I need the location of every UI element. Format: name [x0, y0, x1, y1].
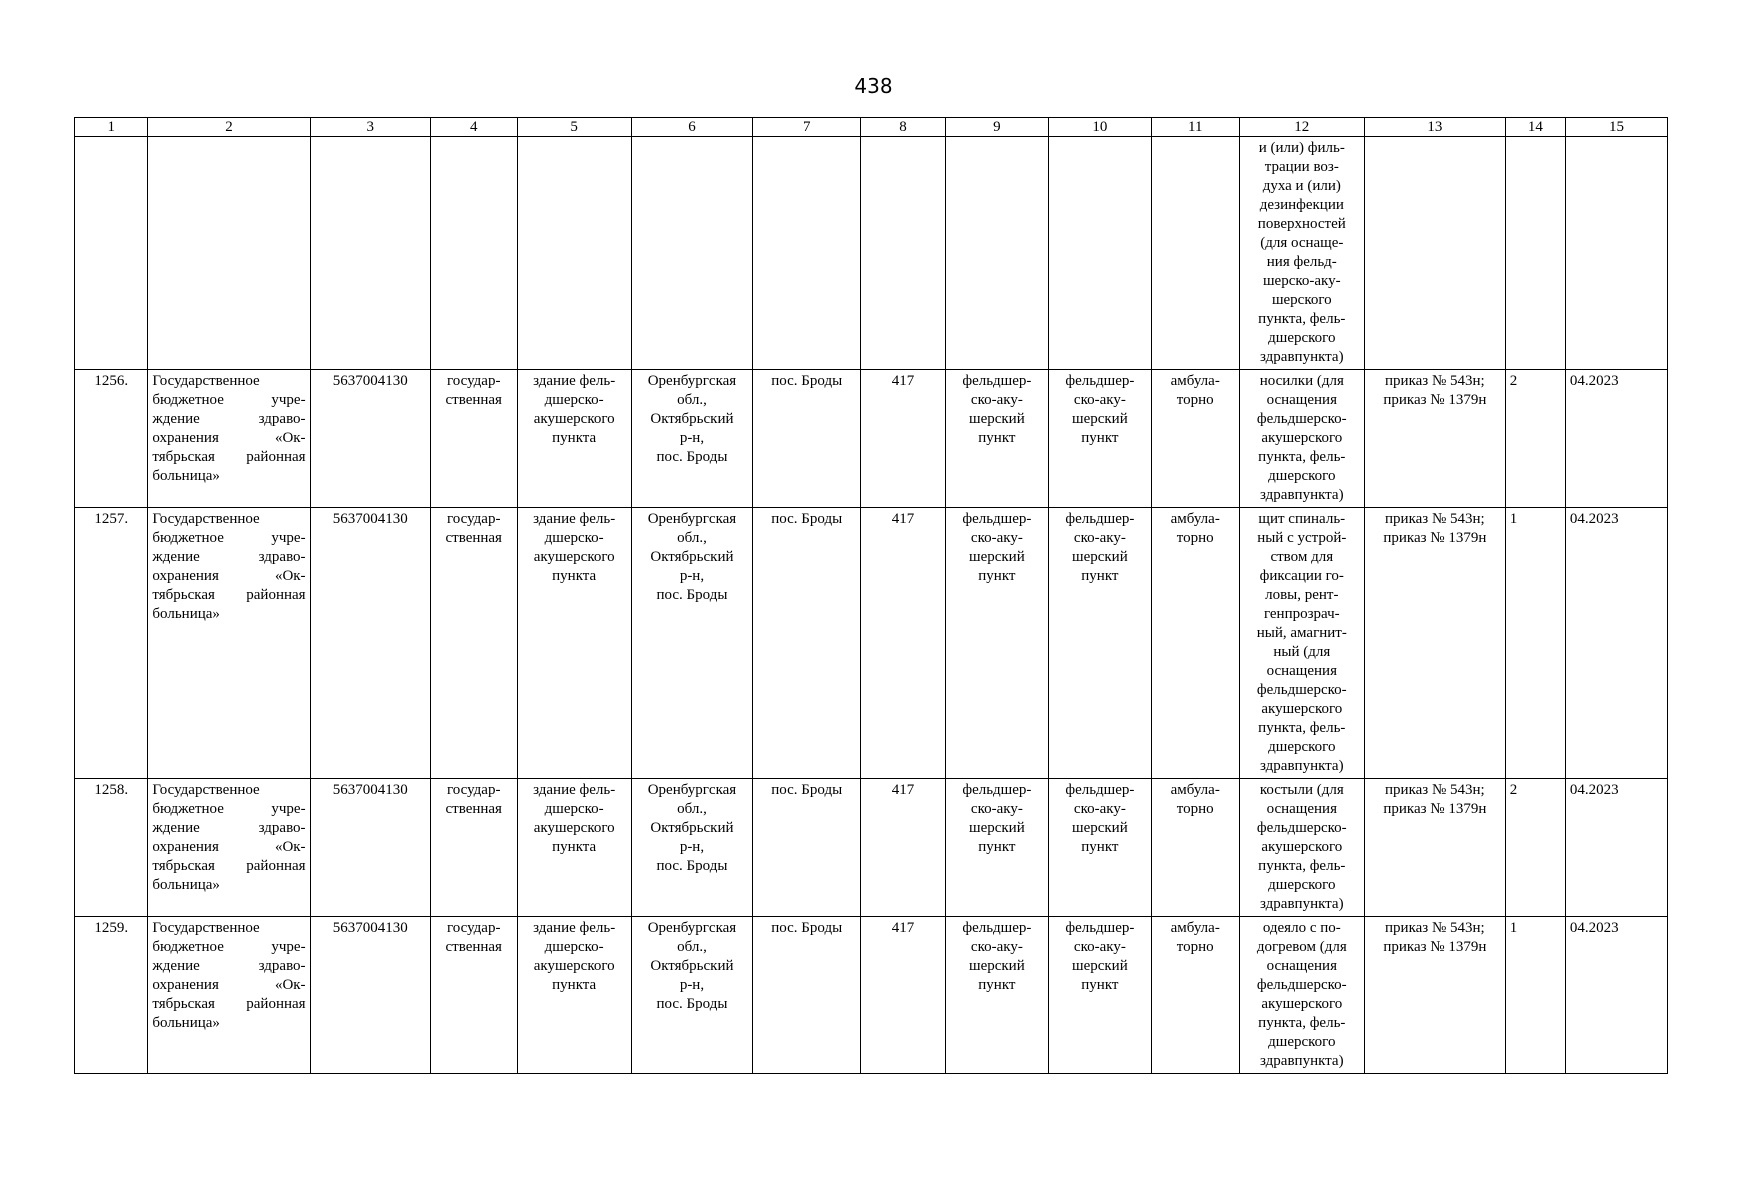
locality: пос. Броды	[753, 779, 861, 917]
cell-line: оснащения	[1266, 801, 1337, 817]
facility-type	[945, 917, 1048, 1074]
building-name	[517, 370, 631, 508]
cell-line: ственная	[445, 939, 502, 955]
facility-subtype	[1048, 370, 1151, 508]
cell-line: охранения «Ок-	[152, 568, 306, 584]
cell-line: приказ № 1379н	[1383, 530, 1487, 546]
cell-line: фиксации го-	[1259, 568, 1344, 584]
cell-line: дшерско-	[544, 939, 604, 955]
cell-line: здание фель-	[533, 920, 616, 936]
continuation-cell-2	[148, 137, 310, 370]
cell-line: государ-	[447, 373, 501, 389]
column-number-1: 1	[75, 118, 148, 137]
column-number-row	[75, 118, 1668, 137]
continuation-cell-8	[861, 137, 946, 370]
cell-line: генпрозрач-	[1263, 606, 1340, 622]
cell-line: здравпункта)	[1260, 896, 1344, 912]
cell-line: фельдшер-	[1065, 920, 1135, 936]
cell-line: фельдшер-	[962, 920, 1032, 936]
care-form	[1151, 508, 1239, 779]
cell-line: фельдшерско-	[1256, 977, 1347, 993]
facility-subtype	[1048, 917, 1151, 1074]
cell-line: охранения «Ок-	[152, 839, 306, 855]
cell-line: фельдшер-	[1065, 511, 1135, 527]
registry-table	[74, 117, 1668, 1074]
cell-line: акушерского	[1261, 701, 1343, 717]
cell-line: Государственное	[152, 782, 260, 798]
cell-line: шерский	[1072, 549, 1128, 565]
code: 417	[861, 917, 946, 1074]
table-row	[75, 917, 1668, 1074]
cell-line: шерский	[969, 549, 1025, 565]
cell-line: приказ № 1379н	[1383, 801, 1487, 817]
date: 04.2023	[1565, 779, 1667, 917]
cell-line: Государственное	[152, 511, 260, 527]
cell-line: пункт	[1081, 430, 1119, 446]
cell-line: носилки (для	[1259, 373, 1344, 389]
quantity: 2	[1505, 779, 1565, 917]
cell-line: амбула-	[1170, 373, 1220, 389]
cell-line: здравпункта)	[1260, 758, 1344, 774]
cell-line: приказ № 543н;	[1385, 373, 1485, 389]
column-number-2: 2	[148, 118, 310, 137]
cell-line: пункт	[978, 839, 1016, 855]
cell-line: догревом (для	[1256, 939, 1347, 955]
cell-line: торно	[1176, 939, 1214, 955]
cell-line: Октябрьский	[650, 549, 734, 565]
cell-line: пункта	[552, 839, 597, 855]
row-number: 1256.	[75, 370, 148, 508]
cell-line: здание фель-	[533, 782, 616, 798]
cell-line: пункт	[978, 568, 1016, 584]
cell-line: тябрьская районная	[152, 996, 306, 1012]
cell-line: ждение здраво-	[152, 411, 306, 427]
cell-line: поверхностей	[1257, 216, 1346, 232]
cell-line: дшерско-	[544, 801, 604, 817]
cell-line: ный, амагнит-	[1256, 625, 1347, 641]
column-number-4: 4	[430, 118, 517, 137]
cell-line: пункт	[978, 977, 1016, 993]
cell-line: торно	[1176, 801, 1214, 817]
cell-line: пункт	[1081, 568, 1119, 584]
cell-line: ждение здраво-	[152, 820, 306, 836]
cell-line: Государственное	[152, 920, 260, 936]
cell-line: приказ № 543н;	[1385, 782, 1485, 798]
cell-line: ством для	[1270, 549, 1334, 565]
cell-line: оснащения	[1266, 663, 1337, 679]
date: 04.2023	[1565, 508, 1667, 779]
cell-line: тябрьская районная	[152, 449, 306, 465]
cell-line: фельдшер-	[1065, 373, 1135, 389]
facility-type	[945, 779, 1048, 917]
equipment	[1239, 370, 1364, 508]
cell-line: фельдшерско-	[1256, 682, 1347, 698]
building-name	[517, 508, 631, 779]
cell-line: Оренбургская	[647, 920, 737, 936]
cell-line: пункта, фель-	[1258, 858, 1346, 874]
cell-line: ный (для	[1273, 644, 1331, 660]
cell-line: ственная	[445, 392, 502, 408]
facility-type	[945, 370, 1048, 508]
cell-line: пункт	[978, 430, 1016, 446]
continuation-cell-12	[1239, 137, 1364, 370]
cell-line: Октябрьский	[650, 958, 734, 974]
continuation-row	[75, 137, 1668, 370]
cell-line: пункта, фель-	[1258, 720, 1346, 736]
cell-line: дшерско-	[544, 530, 604, 546]
organization-name	[148, 508, 310, 779]
locality: пос. Броды	[753, 370, 861, 508]
cell-line: р-н,	[679, 568, 705, 584]
building-name	[517, 917, 631, 1074]
cell-line: ско-аку-	[1073, 392, 1126, 408]
inn: 5637004130	[310, 779, 430, 917]
cell-line: здравпункта)	[1260, 1053, 1344, 1069]
cell-line: пункта	[552, 977, 597, 993]
cell-line: бюджетное учре-	[152, 801, 306, 817]
cell-line: Оренбургская	[647, 373, 737, 389]
cell-line: пункта	[552, 568, 597, 584]
table-row	[75, 779, 1668, 917]
continuation-cell-1	[75, 137, 148, 370]
cell-line: государ-	[447, 920, 501, 936]
orders	[1365, 779, 1506, 917]
cell-line: охранения «Ок-	[152, 977, 306, 993]
inn: 5637004130	[310, 917, 430, 1074]
cell-line: ловы, рент-	[1265, 587, 1339, 603]
cell-line: акушерского	[533, 820, 615, 836]
cell-line: пос. Броды	[656, 996, 728, 1012]
inn: 5637004130	[310, 508, 430, 779]
cell-line: приказ № 543н;	[1385, 511, 1485, 527]
cell-line: ско-аку-	[970, 392, 1023, 408]
column-number-13: 13	[1365, 118, 1506, 137]
cell-line: пункт	[1081, 839, 1119, 855]
cell-line: здравпункта)	[1260, 487, 1344, 503]
cell-line: ственная	[445, 801, 502, 817]
cell-line: приказ № 1379н	[1383, 392, 1487, 408]
cell-line: обл.,	[677, 801, 707, 817]
date: 04.2023	[1565, 917, 1667, 1074]
cell-line: шерский	[1072, 820, 1128, 836]
cell-line: пос. Броды	[656, 587, 728, 603]
table-row	[75, 508, 1668, 779]
cell-line: шерский	[1072, 411, 1128, 427]
column-number-12: 12	[1239, 118, 1364, 137]
building-name	[517, 779, 631, 917]
column-number-14: 14	[1505, 118, 1565, 137]
cell-line: здравпункта)	[1260, 349, 1344, 365]
cell-line: ный с устрой-	[1257, 530, 1347, 546]
cell-line: больница»	[152, 877, 220, 893]
cell-line: р-н,	[679, 839, 705, 855]
cell-line: акушерского	[1261, 839, 1343, 855]
row-number: 1259.	[75, 917, 148, 1074]
cell-line: торно	[1176, 530, 1214, 546]
cell-line: государ-	[447, 511, 501, 527]
cell-line: акушерского	[533, 411, 615, 427]
continuation-cell-11	[1151, 137, 1239, 370]
cell-line: бюджетное учре-	[152, 392, 306, 408]
cell-line: ния фельд-	[1266, 254, 1337, 270]
cell-line: пос. Броды	[656, 449, 728, 465]
equipment	[1239, 917, 1364, 1074]
cell-line: дшерско-	[544, 392, 604, 408]
cell-line: одеяло с по-	[1262, 920, 1341, 936]
cell-line: дшерского	[1268, 739, 1336, 755]
cell-line: фельдшерско-	[1256, 411, 1347, 427]
cell-line: дшерского	[1268, 468, 1336, 484]
cell-line: шерского	[1271, 292, 1332, 308]
code: 417	[861, 370, 946, 508]
code: 417	[861, 779, 946, 917]
cell-line: духа и (или)	[1262, 178, 1341, 194]
organization-name	[148, 370, 310, 508]
ownership-form	[430, 508, 517, 779]
cell-line: фельдшер-	[1065, 782, 1135, 798]
continuation-cell-3	[310, 137, 430, 370]
continuation-cell-14	[1505, 137, 1565, 370]
column-number-7: 7	[753, 118, 861, 137]
column-number-15: 15	[1565, 118, 1667, 137]
cell-line: пункта, фель-	[1258, 1015, 1346, 1031]
cell-line: Октябрьский	[650, 820, 734, 836]
continuation-cell-9	[945, 137, 1048, 370]
cell-line: больница»	[152, 468, 220, 484]
cell-line: ственная	[445, 530, 502, 546]
column-number-6: 6	[631, 118, 752, 137]
cell-line: амбула-	[1170, 511, 1220, 527]
locality: пос. Броды	[753, 917, 861, 1074]
cell-line: р-н,	[679, 977, 705, 993]
facility-subtype	[1048, 508, 1151, 779]
cell-line: торно	[1176, 392, 1214, 408]
cell-line: акушерского	[1261, 430, 1343, 446]
column-number-5: 5	[517, 118, 631, 137]
cell-line: Октябрьский	[650, 411, 734, 427]
cell-line: акушерского	[1261, 996, 1343, 1012]
date: 04.2023	[1565, 370, 1667, 508]
cell-line: государ-	[447, 782, 501, 798]
cell-line: шерский	[969, 820, 1025, 836]
cell-line: Оренбургская	[647, 511, 737, 527]
quantity: 2	[1505, 370, 1565, 508]
facility-type	[945, 508, 1048, 779]
cell-line: акушерского	[533, 958, 615, 974]
continuation-cell-10	[1048, 137, 1151, 370]
address	[631, 779, 752, 917]
cell-line: здание фель-	[533, 373, 616, 389]
ownership-form	[430, 779, 517, 917]
cell-line: фельдшерско-	[1256, 820, 1347, 836]
cell-line: и (или) филь-	[1258, 140, 1345, 156]
cell-line: шерско-аку-	[1262, 273, 1341, 289]
cell-line: костыли (для	[1259, 782, 1344, 798]
ownership-form	[430, 370, 517, 508]
page-number: 438	[854, 74, 893, 98]
cell-line: (для оснаще-	[1260, 235, 1344, 251]
cell-line: пункта, фель-	[1258, 449, 1346, 465]
cell-line: фельдшер-	[962, 373, 1032, 389]
quantity: 1	[1505, 917, 1565, 1074]
table-row	[75, 370, 1668, 508]
equipment	[1239, 779, 1364, 917]
cell-line: здание фель-	[533, 511, 616, 527]
cell-line: шерский	[969, 958, 1025, 974]
quantity: 1	[1505, 508, 1565, 779]
organization-name	[148, 779, 310, 917]
orders	[1365, 508, 1506, 779]
continuation-cell-13	[1365, 137, 1506, 370]
cell-line: ско-аку-	[970, 939, 1023, 955]
cell-line: дшерского	[1268, 330, 1336, 346]
cell-line: Оренбургская	[647, 782, 737, 798]
address	[631, 917, 752, 1074]
cell-line: дшерского	[1268, 1034, 1336, 1050]
continuation-cell-4	[430, 137, 517, 370]
orders	[1365, 370, 1506, 508]
cell-line: ждение здраво-	[152, 549, 306, 565]
ownership-form	[430, 917, 517, 1074]
address	[631, 370, 752, 508]
cell-line: дезинфекции	[1259, 197, 1344, 213]
cell-line: больница»	[152, 606, 220, 622]
row-number: 1258.	[75, 779, 148, 917]
cell-line: ско-аку-	[970, 530, 1023, 546]
cell-line: ско-аку-	[1073, 801, 1126, 817]
column-number-11: 11	[1151, 118, 1239, 137]
cell-line: тябрьская районная	[152, 858, 306, 874]
column-number-8: 8	[861, 118, 946, 137]
cell-line: оснащения	[1266, 958, 1337, 974]
continuation-cell-5	[517, 137, 631, 370]
cell-line: пос. Броды	[656, 858, 728, 874]
equipment	[1239, 508, 1364, 779]
cell-line: амбула-	[1170, 782, 1220, 798]
inn: 5637004130	[310, 370, 430, 508]
facility-subtype	[1048, 779, 1151, 917]
cell-line: пункта, фель-	[1258, 311, 1346, 327]
cell-line: р-н,	[679, 430, 705, 446]
cell-line: пункт	[1081, 977, 1119, 993]
cell-line: трации воз-	[1264, 159, 1339, 175]
row-number: 1257.	[75, 508, 148, 779]
cell-line: охранения «Ок-	[152, 430, 306, 446]
cell-line: обл.,	[677, 392, 707, 408]
cell-line: щит спиналь-	[1258, 511, 1346, 527]
cell-line: тябрьская районная	[152, 587, 306, 603]
cell-line: фельдшер-	[962, 782, 1032, 798]
care-form	[1151, 370, 1239, 508]
orders	[1365, 917, 1506, 1074]
cell-line: бюджетное учре-	[152, 939, 306, 955]
cell-line: обл.,	[677, 530, 707, 546]
continuation-cell-7	[753, 137, 861, 370]
column-number-9: 9	[945, 118, 1048, 137]
organization-name	[148, 917, 310, 1074]
locality: пос. Броды	[753, 508, 861, 779]
cell-line: Государственное	[152, 373, 260, 389]
cell-line: акушерского	[533, 549, 615, 565]
cell-line: ско-аку-	[970, 801, 1023, 817]
cell-line: ждение здраво-	[152, 958, 306, 974]
cell-line: бюджетное учре-	[152, 530, 306, 546]
code: 417	[861, 508, 946, 779]
cell-line: амбула-	[1170, 920, 1220, 936]
care-form	[1151, 917, 1239, 1074]
cell-line: шерский	[1072, 958, 1128, 974]
cell-line: приказ № 543н;	[1385, 920, 1485, 936]
cell-line: приказ № 1379н	[1383, 939, 1487, 955]
cell-line: оснащения	[1266, 392, 1337, 408]
cell-line: дшерского	[1268, 877, 1336, 893]
cell-line: ско-аку-	[1073, 530, 1126, 546]
address	[631, 508, 752, 779]
cell-line: ско-аку-	[1073, 939, 1126, 955]
cell-line: обл.,	[677, 939, 707, 955]
cell-line: пункта	[552, 430, 597, 446]
column-number-10: 10	[1048, 118, 1151, 137]
cell-line: шерский	[969, 411, 1025, 427]
continuation-cell-6	[631, 137, 752, 370]
cell-line: больница»	[152, 1015, 220, 1031]
continuation-cell-15	[1565, 137, 1667, 370]
cell-line: фельдшер-	[962, 511, 1032, 527]
care-form	[1151, 779, 1239, 917]
column-number-3: 3	[310, 118, 430, 137]
